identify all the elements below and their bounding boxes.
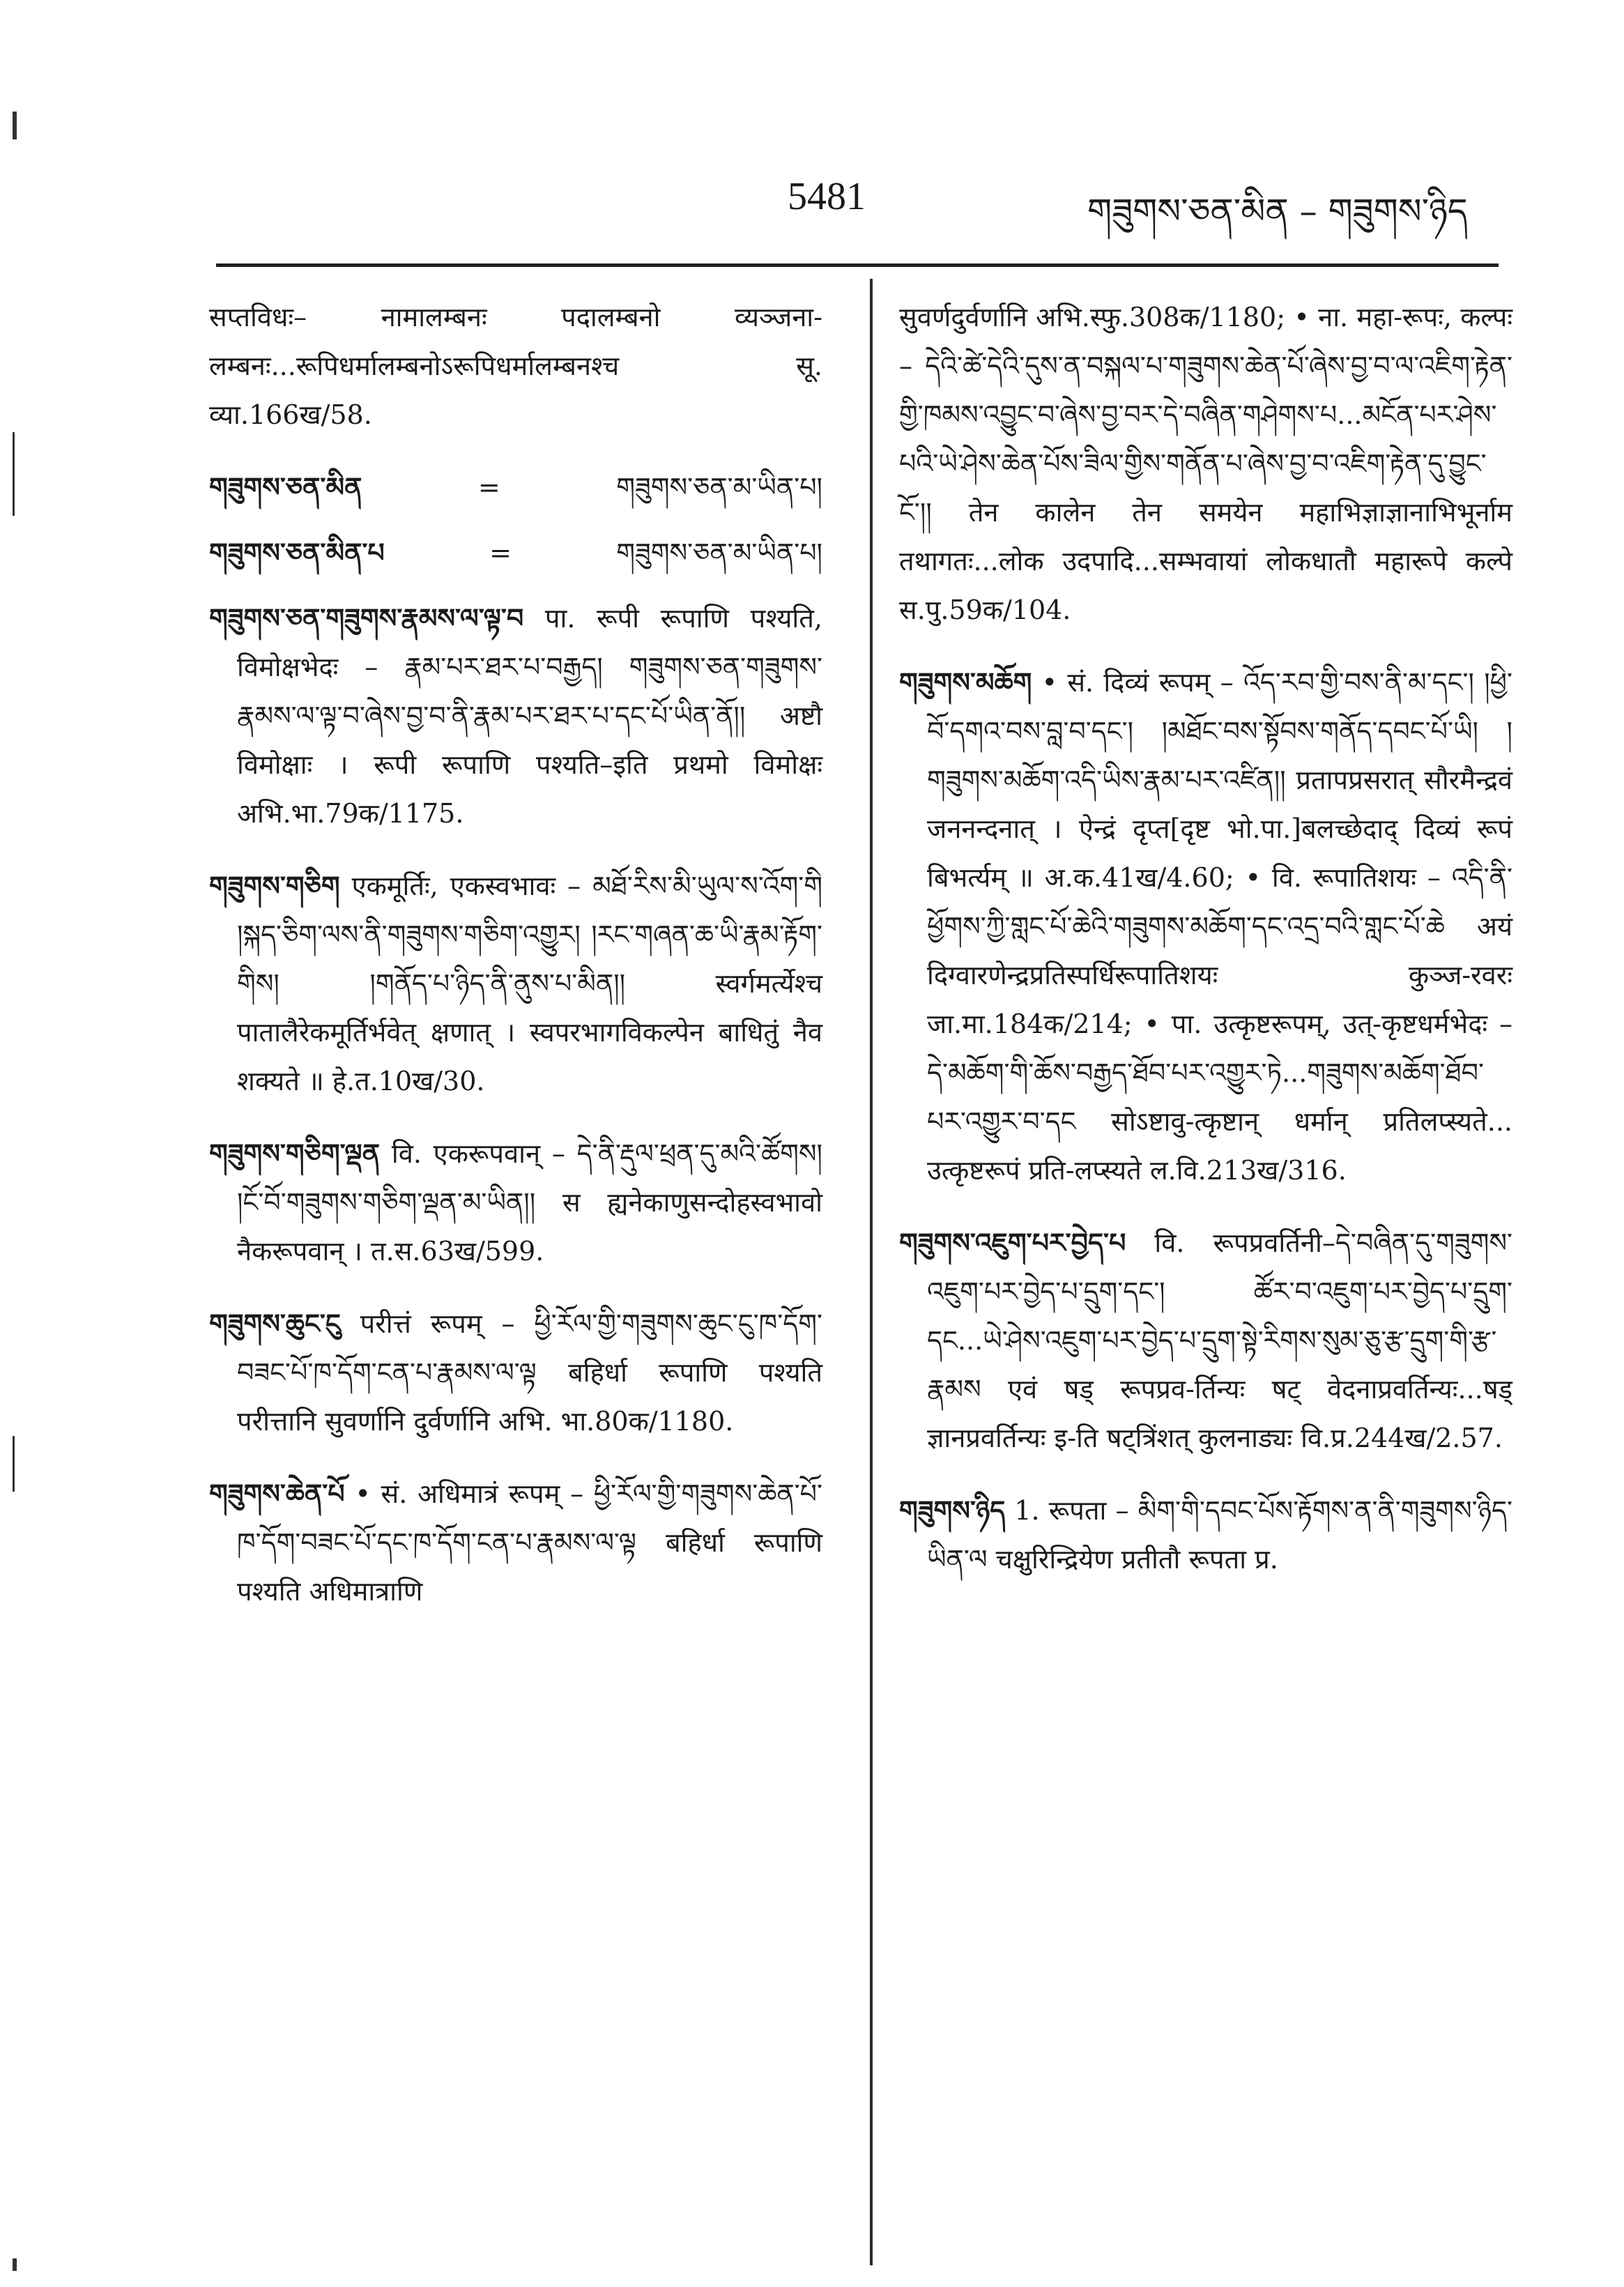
headword: གཟུགས་མཆོག: [899, 666, 1032, 698]
cross-reference: [209, 463, 822, 512]
headword: གཟུགས་ཅན་མིན་པ: [209, 537, 385, 568]
reference-target: གཟུགས་ཅན་མ་ཡིན་པ།: [616, 537, 822, 568]
headword: གཟུགས་ཆེན་པོ: [209, 1478, 345, 1509]
headword: གཟུགས་ཆུང་ངུ: [209, 1308, 341, 1339]
cross-reference: [209, 528, 822, 577]
entry-text: • सं. दिव्यं रूपम् – འོད་རབ་གྱི་བས་ནི་མ་དང་། །ཕྱི་བོ་དགའ་བས་བླ་བ་དང་། །མཐོང་བས་སྟོབས་གནོད་དབང་པོ་ཡི། །གཟུགས་མཆོག་འདི་ཡིས་རྣམ་པར་འཛིན།། प्रतापप्रसरात् सौरमैन्द्रवं जननन्दनात् । ऐन्द्रं दृप्त[दृष्ट भो.पा.]बलच्छेदाद् दिव्यं रूपं बिभर्त्यम् ॥ अ.क.41ख/4.60; • वि. रूपातिशयः – འདི་ནི་ཕྱོགས་ཀྱི་གླང་པོ་ཆེའི་གཟུགས་མཆོག་དང་འདྲ་བའི་གླང་པོ་ཆེ अयं दिग्वारणेन्द्रप्रतिस्पर्धिरूपातिशयः कुञ्ज-रवरः जा.मा.184क/214; • पा. उत्कृष्टरूपम्, उत्-कृष्टधर्मभेदः – དེ་མཆོག་གི་ཆོས་བརྒྱད་ཐོབ་པར་འགྱུར་ཏེ...གཟུགས་མཆོག་ཐོབ་པར་འགྱུར་བ་དང सोऽष्टावु-त्कृष्टान् धर्मान् प्रतिलप्स्यते... उत्कृष्टरूपं प्रति-लप्स्यते ल.वि.213ख/316.: [927, 667, 1512, 1186]
equals-sign: =: [477, 472, 500, 503]
dictionary-entry: [209, 594, 822, 838]
entry-text: • सं. अधिमात्रं रूपम् – ཕྱི་རོལ་གྱི་གཟུགས་ཆེན་པོ་ཁ་དོག་བཟང་པོ་དང་ཁ་དོག་ངན་པ་རྣམས་ལ་ལྟ बहिर्धा रूपाणि पश्यति अधिमात्राणि: [237, 1478, 822, 1607]
entry-text: एकमूर्तिः, एकस्वभावः – མཐོ་རིས་མི་ཡུལ་ས་འོག་གི །སྐད་ཅིག་ལས་ནི་གཟུགས་གཅིག་འགྱུར། །རང་གཞན་ཆ་ཡི་རྣམ་རྟོག་གིས། །གནོད་པ་ཉིད་ནི་ནུས་པ་མིན།། स्वर्गमर्त्येश्च पातालैरेकमूर्तिर्भवेत् क्षणात् । स्वपरभागविकल्पेन बाधितुं नैव शक्यते ॥ हे.त.10ख/30.: [237, 871, 822, 1096]
dictionary-entry: [899, 1218, 1512, 1462]
margin-mark: [13, 432, 15, 516]
dictionary-entry: [209, 1129, 822, 1276]
dictionary-entry: [209, 862, 822, 1106]
dictionary-entry: [209, 1469, 822, 1616]
dictionary-entry: [899, 658, 1512, 1195]
right-column: [899, 293, 1512, 1607]
entry-text: परीत्तं रूपम् – ཕྱི་རོལ་གྱི་གཟུགས་ཆུང་ངུ་ཁ་དོག་བཟང་པོ་ཁ་དོག་ངན་པ་རྣམས་ལ་ལྟ बहिर्धा रूपाणि पश्यति परीत्तानि सुवर्णानि दुर्वर्णानि अभि. भा.80क/1180.: [237, 1308, 822, 1437]
running-head: གཟུགས་ཅན་མིན – གཟུགས་ཉིད: [1087, 191, 1468, 231]
headword: གཟུགས་ཅན་མིན: [209, 471, 362, 503]
entry-text: वि. रूपप्रवर्तिनी–དེ་བཞིན་དུ་གཟུགས་འཇུག་པར་བྱེད་པ་དྲུག་དང་། ཚོར་བ་འཇུག་པར་བྱེད་པ་དྲུག་དང...ཡེ་ཤེས་འཇུག་པར་བྱེད་པ་དྲུག་སྟེ་རིགས་སུམ་ཅུ་རྩ་དྲུག་གི་རྩ་རྣམས एवं षड् रूपप्रव-र्तिन्यः षट् वेदनाप्रवर्तिन्यः...षड् ज्ञानप्रवर्तिन्यः इ-ति षट्त्रिंशत् कुलनाड्यः वि.प्र.244ख/2.57.: [927, 1227, 1512, 1453]
equals-sign: =: [489, 537, 512, 568]
headword: གཟུགས་གཅིག་ལྡན: [209, 1138, 381, 1169]
headword: གཟུགས་གཅིག: [209, 870, 340, 901]
page-number: 5481: [788, 175, 866, 218]
headword: གཟུགས་ཅན་གཟུགས་རྣམས་ལ་ལྟ་བ: [209, 602, 524, 634]
reference-target: གཟུགས་ཅན་མ་ཡིན་པ།: [616, 472, 822, 503]
margin-mark: [13, 1436, 15, 1492]
margin-mark: [13, 2258, 17, 2271]
entry-text: पा. रूपी रूपाणि पश्यति, विमोक्षभेदः – རྣམ་པར་ཐར་པ་བརྒྱད། གཟུགས་ཅན་གཟུགས་རྣམས་ལ་ལྟ་བ་ཞེས་བྱ་བ་ནི་རྣམ་པར་ཐར་པ་དང་པོ་ཡིན་ནོ།། अष्टौ विमोक्षाः । रूपी रूपाणि पश्यति–इति प्रथमो विमोक्षः अभि.भा.79क/1175.: [237, 603, 822, 829]
entry-text: सुवर्णदुर्वर्णानि अभि.स्फु.308क/1180; • ना. महा-रूपः, कल्पः – དེའི་ཚེ་དེའི་དུས་ན་བསྐལ་པ་གཟུགས་ཆེན་པོ་ཞེས་བྱ་བ་ལ་འཇིག་རྟེན་གྱི་ཁམས་འབྱུང་བ་ཞེས་བྱ་བར་དེ་བཞིན་གཤེགས་པ...མངོན་པར་ཤེས་པའི་ཡེ་ཤེས་ཆེན་པོས་ཟིལ་གྱིས་གནོན་པ་ཞེས་བྱ་བ་འཇིག་རྟེན་དུ་བྱུང་ངོ་།། तेन कालेन तेन समयेन महाभिज्ञाज्ञानाभिभूर्नाम तथागतः...लोक उदपादि...सम्भवायां लोकधातौ महारूपे कल्पे स.पु.59क/104.: [899, 302, 1512, 625]
column-divider: [870, 279, 873, 2265]
dictionary-entry: [899, 1486, 1512, 1584]
entry-text: वि. एकरूपवान् – དེ་ནི་རྡུལ་ཕྲན་དུ་མའི་ཚོགས། །ངོ་བོ་གཟུགས་གཅིག་ལྡན་མ་ཡིན།། स ह्यनेकाणुसन्दोहस्वभावो नैकरूपवान् । त.स.63ख/599.: [237, 1138, 822, 1267]
entry-text: 1. रूपता – མིག་གི་དབང་པོས་རྟོགས་ན་ནི་གཟུགས་ཉིད་ཡིན་ལ चक्षुरिन्द्रियेण प्रतीतौ रूपता प्र.: [927, 1495, 1512, 1575]
margin-mark: [13, 112, 17, 139]
headword: གཟུགས་ཉིད: [899, 1494, 1006, 1526]
dictionary-entry: [209, 1299, 822, 1446]
entry-text: सप्तविधः– नामालम्बनः पदालम्बनो व्यञ्जना-लम्बनः...रूपिधर्मालम्बनोऽरूपिधर्मालम्बनश्च सू. व्या.166ख/58.: [209, 302, 822, 430]
header-rule: [216, 263, 1499, 267]
left-column: [209, 293, 822, 1639]
headword: གཟུགས་འཇུག་པར་བྱེད་པ: [899, 1227, 1126, 1258]
